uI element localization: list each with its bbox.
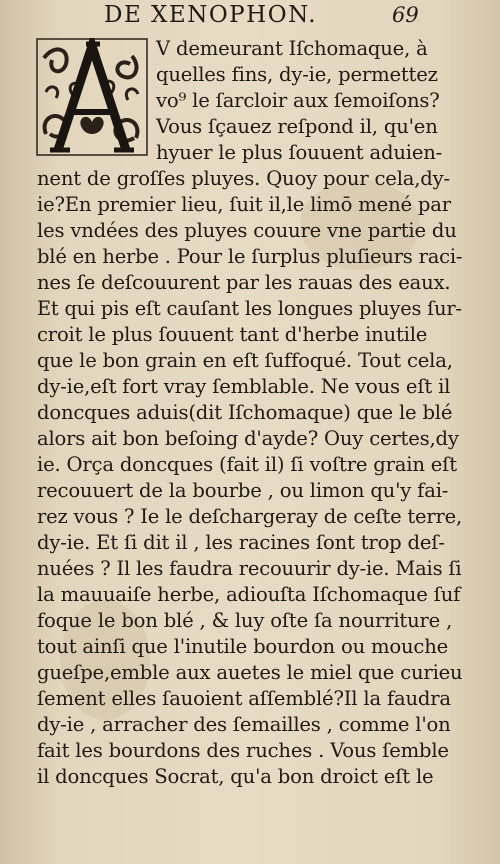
text-line: ſement elles ſauoient aſſemblé?Il la faudra bbox=[37, 687, 451, 710]
text-line: blé en herbe . Pour le ſurplus pluſieurs raci- bbox=[37, 245, 463, 268]
text-line: Vous ſçauez reſpond il, qu'en bbox=[156, 115, 438, 138]
text-line: que le bon grain en eſt ſuffoqué. Tout cela, bbox=[37, 349, 453, 372]
text-line: dy-ie,eſt fort vray ſemblable. Ne vous eſt il bbox=[37, 375, 451, 398]
running-head bbox=[0, 2, 500, 28]
text-line: hyuer le plus ſouuent aduien- bbox=[156, 141, 443, 164]
text-line: les vndées des pluyes couure vne partie du bbox=[37, 219, 457, 242]
text-line: gueſpe,emble aux auetes le miel que curieu bbox=[37, 661, 463, 684]
text-line: Et qui pis eſt cauſant les longues pluyes ſur- bbox=[37, 297, 462, 320]
text-line: dy-ie , arracher des ſemailles , comme l'on bbox=[37, 713, 451, 736]
text-line: dy-ie. Et ſi dit il , les racines ſont trop deſ- bbox=[37, 531, 445, 554]
running-head-title: DE XENOPHON. bbox=[104, 2, 318, 28]
text-line: rez vous ? Ie le deſchargeray de ceſte terre, bbox=[37, 505, 462, 528]
text-line: croit le plus ſouuent tant d'herbe inutile bbox=[37, 323, 428, 346]
text-line: alors ait bon beſoing d'ayde? Ouy certes,dy bbox=[37, 427, 459, 450]
text-line: V demeurant Iſchomaque, à bbox=[156, 37, 428, 60]
text-line: foque le bon blé , & luy oſte ſa nourriture , bbox=[37, 609, 453, 632]
text-line: il doncques Socrat, qu'a bon droict eſt le bbox=[37, 765, 434, 788]
text-line: recouuert de la bourbe , ou limon qu'y fai- bbox=[37, 479, 449, 502]
text-line: fait les bourdons des ruches . Vous ſemble bbox=[37, 739, 449, 762]
text-line: quelles fins, dy-ie, permettez bbox=[156, 63, 438, 86]
text-line: ie?En premier lieu, ſuit il,le limō mené par bbox=[37, 193, 451, 216]
decorated-initial-letter bbox=[36, 38, 148, 156]
text-line: la mauuaiſe herbe, adiouſta Iſchomaque ſuf bbox=[37, 583, 461, 606]
ornament-initial-icon bbox=[36, 38, 148, 156]
text-line: vo⁹ le ſarcloir aux ſemoiſons? bbox=[156, 89, 440, 112]
text-line: nes ſe deſcouurent par les rauas des eaux. bbox=[37, 271, 451, 294]
text-line: doncques aduis(dit Iſchomaque) que le blé bbox=[37, 401, 453, 424]
page-number: 69 bbox=[392, 3, 419, 27]
text-line: tout ainſi que l'inutile bourdon ou mouche bbox=[37, 635, 449, 658]
text-line: nent de groſſes pluyes. Quoy pour cela,dy- bbox=[37, 167, 450, 190]
text-line: nuées ? Il les faudra recouurir dy-ie. Mais ſi bbox=[37, 557, 462, 580]
text-line: ie. Orça doncques (fait il) ſi voſtre grain eſt bbox=[37, 453, 457, 476]
